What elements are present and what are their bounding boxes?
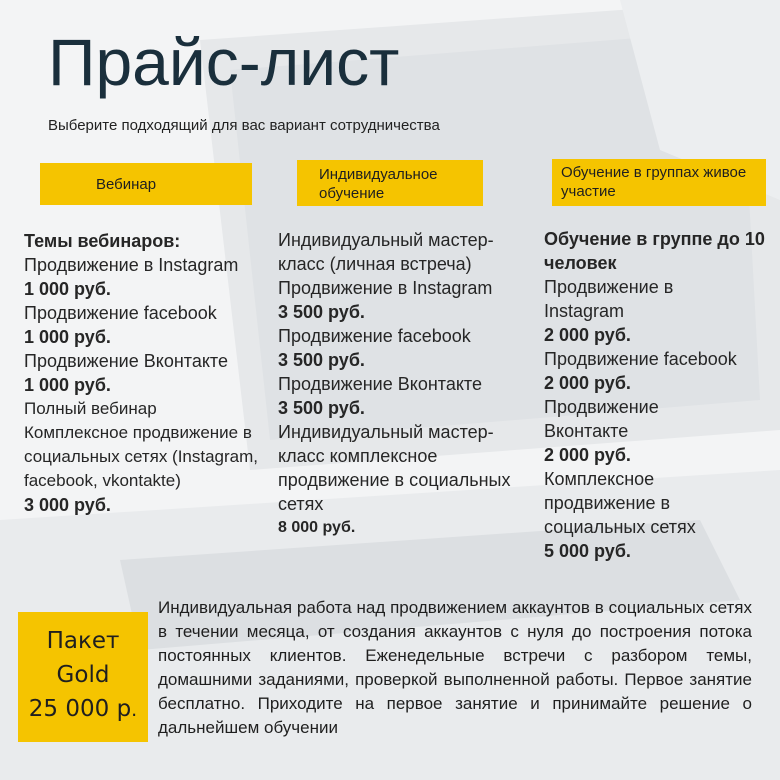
webinar-item: Продвижение в Instagram	[24, 255, 239, 275]
individual-price: 3 500 руб.	[278, 350, 365, 370]
gold-package-badge	[18, 612, 148, 742]
individual-price: 3 500 руб.	[278, 398, 365, 418]
individual-item: Продвижение facebook	[278, 326, 471, 346]
group-column	[544, 227, 774, 563]
group-price: 2 000 руб.	[544, 373, 631, 393]
group-price: 2 000 руб.	[544, 325, 631, 345]
group-price: 5 000 руб.	[544, 541, 631, 561]
tab-group[interactable]	[552, 159, 766, 206]
webinar-item: Комплексное продвижение в социальных сетях (Instagram, facebook, vkontakte)	[24, 423, 259, 490]
webinar-price: 1 000 руб.	[24, 279, 111, 299]
webinar-item: Продвижение Вконтакте	[24, 351, 228, 371]
gold-price-suffix: .	[131, 699, 138, 721]
tab-individual-label: Индивидуальное обучение	[319, 166, 438, 202]
gold-line2: Gold	[56, 662, 110, 688]
tab-group-label: Обучение в группах живое участие	[561, 164, 747, 200]
gold-price	[18, 692, 148, 727]
individual-item: Продвижение в Instagram	[278, 278, 493, 298]
webinar-column	[24, 229, 274, 517]
group-item: Комплексное продвижение в социальных сетях	[544, 469, 696, 537]
group-item: Продвижение Вконтакте	[544, 397, 659, 441]
individual-price: 8 000 руб.	[278, 519, 356, 536]
tab-individual[interactable]	[297, 160, 483, 206]
gold-description: Индивидуальная работа над продвижением аккаунтов в социальных сетях в течении месяца, от создания аккаунтов с нуля до построения потока постоянных клиентов. Еженедельные встречи с разбором темы, домашними заданиями, проверкой выполненной работы. Первое занятие бесплатно. Приходите на первое занятие и принимайте решение о дальнейшем обучении	[158, 598, 752, 737]
gold-line1: Пакет	[46, 628, 120, 654]
gold-price-value: 25 000 р	[28, 696, 132, 722]
individual-column	[278, 228, 538, 540]
webinar-price: 3 000 руб.	[24, 495, 111, 515]
page-title: Прайс-лист	[48, 25, 400, 99]
individual-price: 3 500 руб.	[278, 302, 365, 322]
webinar-price: 1 000 руб.	[24, 375, 111, 395]
group-item: Продвижение в Instagram	[544, 277, 674, 321]
individual-item: Индивидуальный мастер-класс комплексное продвижение в социальных сетях	[278, 422, 511, 514]
group-heading: Обучение в группе до 10 человек	[544, 229, 765, 273]
group-item: Продвижение facebook	[544, 349, 737, 369]
tab-webinar[interactable]: Вебинар	[40, 163, 252, 205]
webinar-item: Полный вебинар	[24, 399, 157, 418]
page-subtitle: Выберите подходящий для вас вариант сотрудничества	[48, 117, 440, 134]
group-price: 2 000 руб.	[544, 445, 631, 465]
webinar-item: Продвижение facebook	[24, 303, 217, 323]
webinar-price: 1 000 руб.	[24, 327, 111, 347]
individual-item: Продвижение Вконтакте	[278, 374, 482, 394]
individual-intro: Индивидуальный мастер-класс (личная встреча)	[278, 230, 494, 274]
webinar-heading: Темы вебинаров:	[24, 231, 181, 251]
